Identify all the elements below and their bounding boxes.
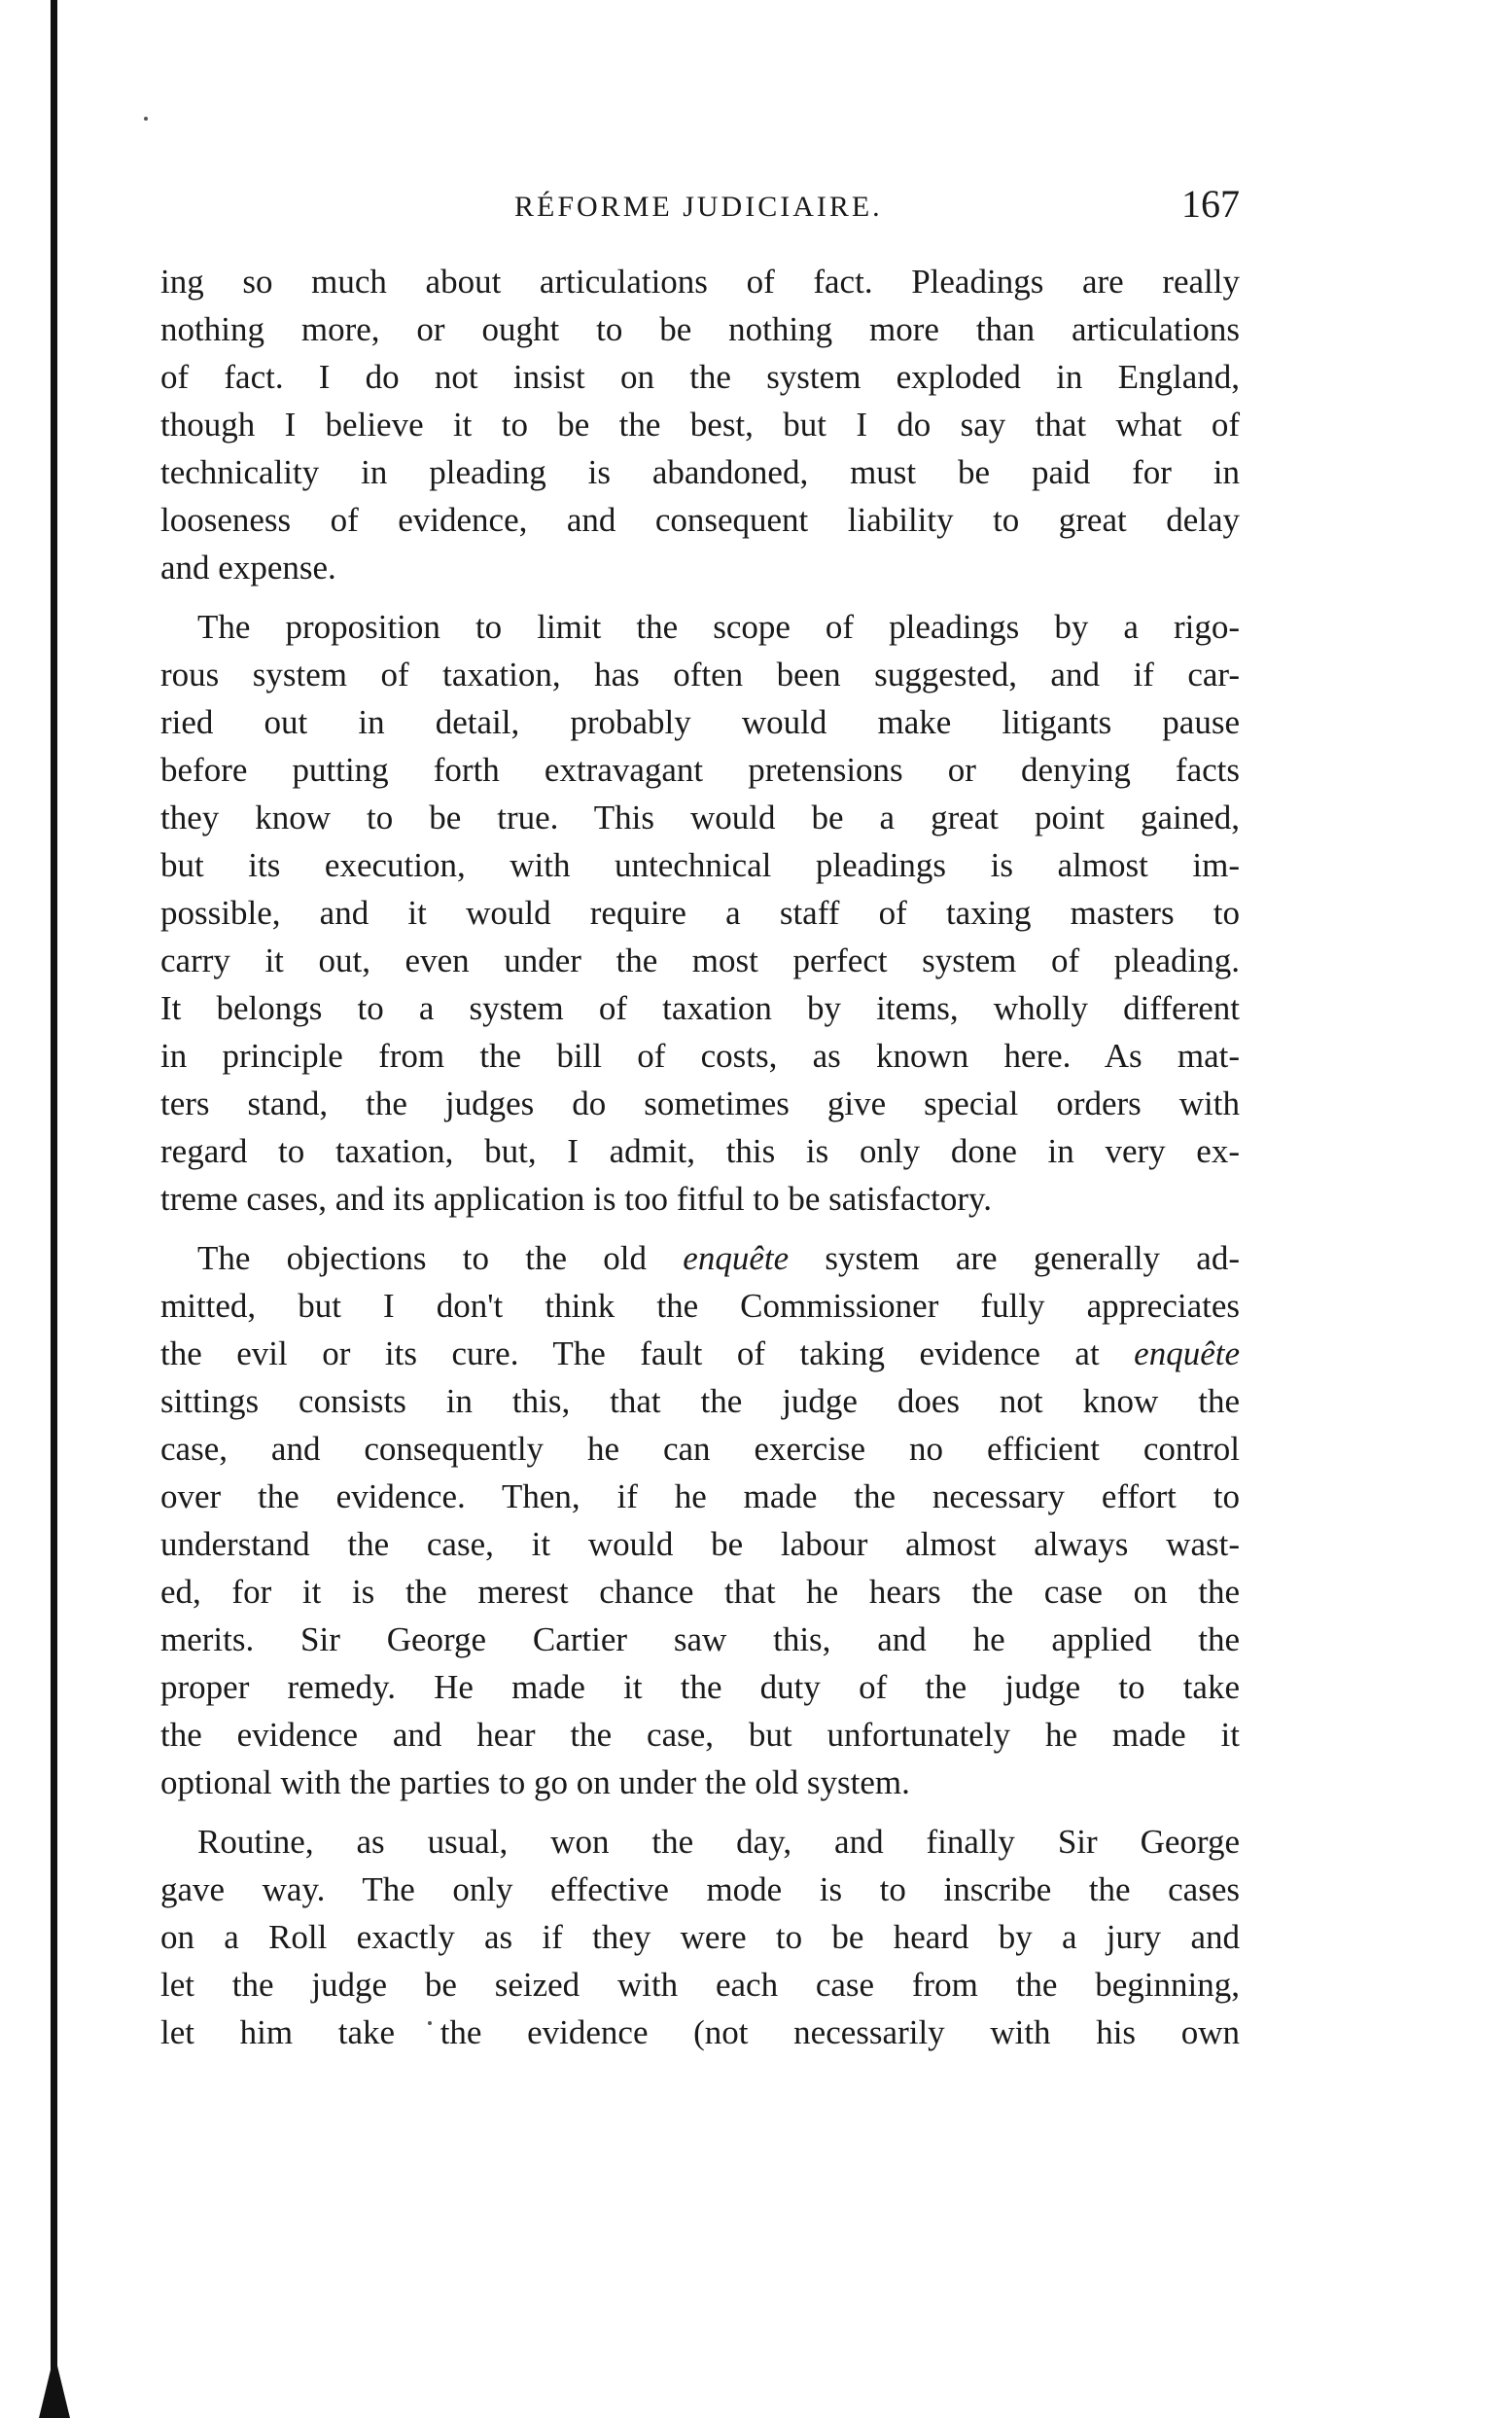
- text-line: they know to be true. This would be a great point gained,: [160, 799, 1240, 836]
- italic-term: enquête: [1134, 1334, 1240, 1372]
- text-line: nothing more, or ought to be nothing more than articulations: [160, 310, 1240, 348]
- text-line: on a Roll exactly as if they were to be heard by a jury and: [160, 1918, 1240, 1956]
- running-head: [160, 181, 1240, 239]
- text-line: case, and consequently he can exercise no efficient control: [160, 1430, 1240, 1468]
- text-line: ters stand, the judges do sometimes give special orders with: [160, 1085, 1240, 1122]
- text-line: possible, and it would require a staff of taxing masters to: [160, 894, 1240, 932]
- text-line: treme cases, and its application is too fitful to be satisfactory.: [160, 1180, 992, 1218]
- paragraph: [160, 603, 1240, 1223]
- paragraph: [160, 1818, 1240, 2056]
- paragraph: [160, 1234, 1240, 1806]
- text-line: Routine, as usual, won the day, and finally Sir George: [197, 1823, 1240, 1861]
- running-title: RÉFORME JUDICIAIRE.: [514, 191, 883, 223]
- paper-speck: [144, 117, 148, 121]
- text-line: but its execution, with untechnical pleadings is almost im-: [160, 846, 1240, 884]
- text-line: the evidence and hear the case, but unfortunately he made it: [160, 1716, 1240, 1754]
- text-line: optional with the parties to go on under the old system.: [160, 1763, 910, 1801]
- text-line: mitted, but I don't think the Commissioner fully appreciates: [160, 1287, 1240, 1325]
- text-run: The objections to the old: [197, 1239, 684, 1277]
- text-line: over the evidence. Then, if he made the necessary effort to: [160, 1477, 1240, 1515]
- text-line: [160, 1330, 1240, 1377]
- text-line: regard to taxation, but, I admit, this is only done in very ex-: [160, 1132, 1240, 1170]
- text-line: though I believe it to be the best, but I do say that what of: [160, 406, 1240, 444]
- paragraph: [160, 258, 1240, 591]
- text-line: of fact. I do not insist on the system exploded in England,: [160, 358, 1240, 396]
- text-line: let the judge be seized with each case from the beginning,: [160, 1966, 1240, 2004]
- text-line: looseness of evidence, and consequent liability to great delay: [160, 501, 1240, 539]
- text-run: system are generally ad-: [789, 1239, 1240, 1277]
- page-number: 167: [1181, 182, 1240, 226]
- text-line: ed, for it is the merest chance that he hears the case on the: [160, 1573, 1240, 1611]
- text-line: proper remedy. He made it the duty of the judge to take: [160, 1668, 1240, 1706]
- text-line: let him take the evidence (not necessarily with his own: [160, 2013, 1240, 2051]
- text-line: The proposition to limit the scope of pleadings by a rigo-: [197, 608, 1240, 646]
- text-line: in principle from the bill of costs, as known here. As mat-: [160, 1037, 1240, 1075]
- book-spine-foot: [39, 2354, 70, 2418]
- text-line: and expense.: [160, 549, 336, 587]
- text-line: It belongs to a system of taxation by items, wholly different: [160, 989, 1240, 1027]
- text-line: ried out in detail, probably would make litigants pause: [160, 703, 1240, 741]
- text-line: ing so much about articulations of fact. Pleadings are really: [160, 263, 1240, 301]
- text-line: before putting forth extravagant pretensions or denying facts: [160, 751, 1240, 789]
- text-line: carry it out, even under the most perfect system of pleading.: [160, 942, 1240, 979]
- text-line: rous system of taxation, has often been suggested, and if car-: [160, 656, 1240, 693]
- text-line: sittings consists in this, that the judge does not know the: [160, 1382, 1240, 1420]
- text-line: gave way. The only effective mode is to inscribe the cases: [160, 1870, 1240, 1908]
- text-line: merits. Sir George Cartier saw this, and he applied the: [160, 1620, 1240, 1658]
- body-text: [160, 258, 1240, 2056]
- text-line: technicality in pleading is abandoned, must be paid for in: [160, 453, 1240, 491]
- book-spine-edge: [51, 0, 57, 2418]
- italic-term: enquête: [683, 1239, 790, 1277]
- text-run: the evil or its cure. The fault of taking evidence at: [160, 1334, 1135, 1372]
- text-line: [160, 1234, 1240, 1282]
- text-line: understand the case, it would be labour almost always wast-: [160, 1525, 1240, 1563]
